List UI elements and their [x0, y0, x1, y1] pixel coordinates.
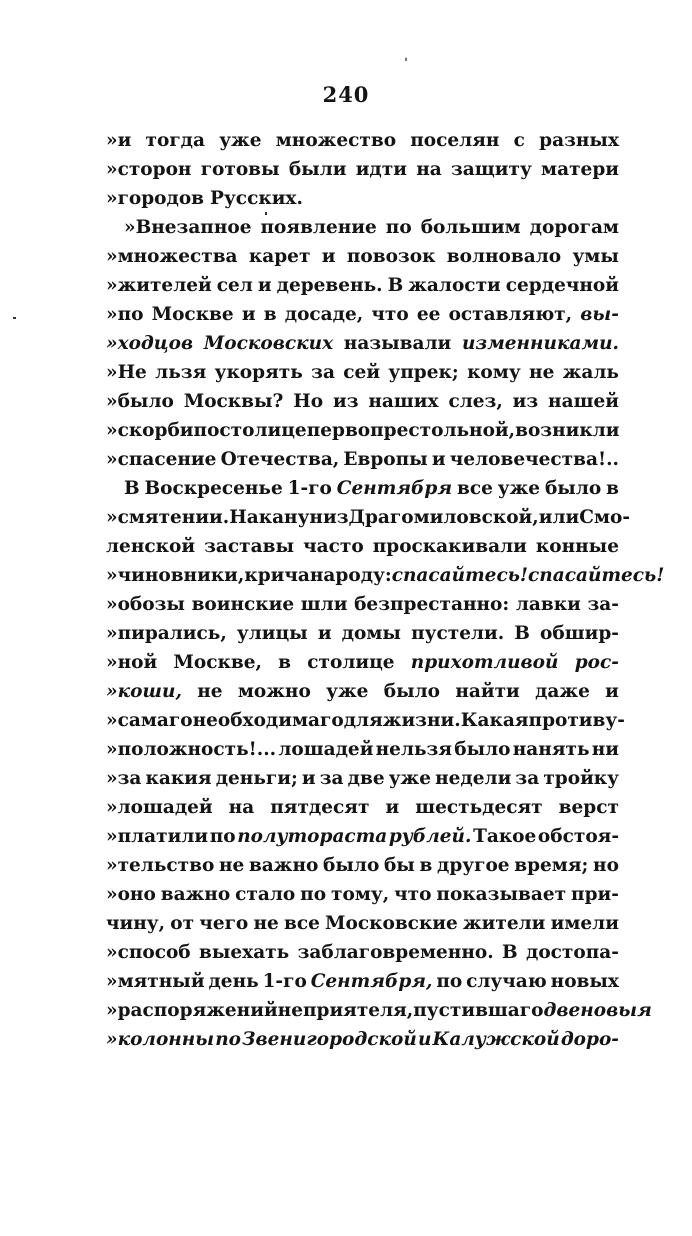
word: человечества!..	[449, 449, 619, 470]
word: жители	[463, 913, 546, 934]
word: часто	[303, 536, 364, 557]
word: 1-го	[287, 478, 332, 499]
text-line	[106, 996, 652, 1025]
text-line	[106, 822, 619, 851]
word: жалости	[408, 275, 501, 296]
word: Воскресенье	[144, 478, 283, 499]
word: Но	[293, 391, 324, 412]
word: Какая	[460, 710, 529, 731]
word: и	[301, 768, 316, 789]
word: сей	[343, 362, 381, 383]
word: на	[416, 159, 442, 180]
word: нельзя	[375, 739, 453, 760]
word: рос-	[574, 652, 619, 673]
word: »спасение	[106, 449, 217, 470]
word: »способ	[106, 942, 191, 963]
word: »лошадей	[106, 797, 213, 818]
word: поселян	[410, 130, 500, 151]
word: прихотливой	[410, 652, 559, 673]
word: по	[193, 420, 220, 441]
word: шли	[300, 594, 348, 615]
word: даже	[535, 681, 590, 702]
word: доро-	[560, 1029, 619, 1050]
word: »сторон	[106, 159, 192, 180]
word: Калужской	[432, 1029, 560, 1050]
word: крича	[244, 565, 310, 586]
word: конные	[535, 536, 619, 557]
word: и	[605, 681, 619, 702]
word: »тельство	[106, 855, 215, 876]
word: важно	[160, 884, 231, 905]
word: от	[170, 913, 195, 934]
word: лошадей	[278, 739, 374, 760]
word: уже	[388, 768, 432, 789]
word: волновало	[446, 246, 562, 267]
word: »скорби	[106, 420, 194, 441]
word: неприятеля,	[277, 1000, 414, 1021]
word: На	[229, 507, 259, 528]
text-line	[106, 735, 619, 764]
word: Европы	[343, 449, 428, 470]
page-number: 240	[322, 82, 370, 107]
text-line	[106, 851, 619, 880]
word: Москве,	[173, 652, 262, 673]
word: не	[253, 913, 279, 934]
word: »по	[106, 304, 144, 325]
word: недели	[435, 768, 512, 789]
word: из	[332, 391, 359, 412]
word: защиту	[450, 159, 532, 180]
word: повозок	[346, 246, 436, 267]
word: столице	[307, 652, 395, 673]
word: первопрестольной,	[306, 420, 516, 441]
word: с	[513, 130, 525, 151]
word: Русских.	[210, 188, 303, 209]
word: возникли	[515, 420, 620, 441]
word: какия	[145, 768, 212, 789]
word: на	[228, 797, 255, 818]
word: но	[593, 855, 619, 876]
text-line	[106, 793, 619, 822]
word: »платили	[106, 826, 209, 847]
word: канун	[258, 507, 323, 528]
word: нашей	[548, 391, 619, 412]
word: не	[197, 681, 223, 702]
word: по	[436, 971, 463, 992]
word: за-	[587, 594, 619, 615]
text-line	[106, 1025, 619, 1054]
text-line	[106, 271, 619, 300]
text-line	[106, 590, 619, 619]
word: новыя	[580, 1000, 652, 1021]
word: при-	[571, 884, 619, 905]
word: новых	[550, 971, 619, 992]
text-line	[106, 445, 619, 474]
word: две	[347, 768, 385, 789]
word: все	[283, 913, 320, 934]
word: »множества	[106, 246, 238, 267]
word: проскакивали	[372, 536, 527, 557]
word: и	[257, 275, 272, 296]
word: противу-	[528, 710, 625, 731]
word: называли	[343, 333, 452, 354]
word: в	[606, 478, 619, 499]
word: из	[322, 507, 349, 528]
word: наших	[368, 391, 439, 412]
word: верст	[558, 797, 619, 818]
word: по	[215, 1029, 242, 1050]
text-line	[106, 155, 619, 184]
word: и	[241, 304, 256, 325]
word: ленской	[106, 536, 196, 557]
text-line	[106, 358, 619, 387]
word: Звенигородской	[242, 1029, 417, 1050]
word: имели	[550, 913, 619, 934]
word: вы-	[580, 304, 619, 325]
word: необходимаго	[192, 710, 344, 731]
text-line	[106, 416, 619, 445]
text-line	[106, 329, 619, 358]
word: В	[387, 275, 404, 296]
text-line	[106, 967, 619, 996]
word: »ходцов	[106, 333, 194, 354]
word: не	[218, 855, 245, 876]
word: »за	[106, 768, 142, 789]
word: заставы	[204, 536, 295, 557]
word: »ной	[106, 652, 158, 673]
word: »пирались,	[106, 623, 227, 644]
word: безпрестанно:	[354, 594, 510, 615]
word: тройку	[543, 768, 619, 789]
word: лавки	[515, 594, 581, 615]
word: тому,	[331, 884, 390, 905]
word: столице	[219, 420, 307, 441]
word: случаю	[466, 971, 547, 992]
word: упрек;	[388, 362, 459, 383]
word: домы	[341, 623, 401, 644]
word: время;	[514, 855, 589, 876]
word: можно	[237, 681, 311, 702]
text-line	[106, 126, 619, 155]
word: и	[321, 246, 336, 267]
word: уже	[326, 681, 369, 702]
text-line	[106, 242, 619, 271]
word: Такое	[473, 826, 537, 847]
word: »смятении.	[106, 507, 230, 528]
text-line	[106, 706, 625, 735]
word: »положность!...	[106, 739, 277, 760]
word: было	[454, 739, 511, 760]
word: что	[394, 884, 432, 905]
text-line	[106, 532, 619, 561]
word: »было	[106, 391, 174, 412]
word: изменниками.	[461, 333, 619, 354]
stray-mark: ˈ	[404, 56, 408, 72]
word: и	[417, 1029, 432, 1050]
word: в	[263, 304, 277, 325]
word: 1-го	[262, 971, 307, 992]
word: найти	[455, 681, 520, 702]
word: не	[529, 362, 555, 383]
word: Сентября	[336, 478, 453, 499]
word: В	[124, 478, 140, 499]
word: Сентября,	[310, 971, 433, 992]
word: В	[502, 942, 518, 963]
word: пятдесят	[270, 797, 370, 818]
word: чего	[199, 913, 249, 934]
word: »Внезапное	[124, 217, 252, 238]
text-line	[106, 880, 619, 909]
word: за	[311, 362, 335, 383]
word: спасайтесь!	[391, 565, 529, 586]
word: оставляют,	[448, 304, 573, 325]
word: Смо-	[579, 507, 631, 528]
word: или	[538, 507, 580, 528]
word: стало	[235, 884, 296, 905]
word: »распоряжений	[106, 1000, 278, 1021]
word: досаде,	[284, 304, 364, 325]
word: Москвы?	[183, 391, 284, 412]
word: Московские	[325, 913, 458, 934]
word: обшир-	[540, 623, 619, 644]
text-line	[106, 764, 619, 793]
word: что	[371, 304, 409, 325]
word: спасайтесь!	[528, 565, 665, 586]
word: множество	[275, 130, 397, 151]
word: тогда	[145, 130, 205, 151]
word: по	[300, 884, 327, 905]
word: льзя	[155, 362, 207, 383]
text-line	[106, 503, 631, 532]
word: выехать	[199, 942, 290, 963]
word: воинские	[191, 594, 295, 615]
word: пустели.	[411, 623, 505, 644]
word: были	[288, 159, 347, 180]
word: карет	[248, 246, 311, 267]
stray-speck	[13, 317, 16, 319]
word: деревень.	[276, 275, 383, 296]
word: »колонны	[106, 1029, 215, 1050]
word: по	[385, 217, 412, 238]
text-line	[106, 387, 619, 416]
word: уже	[219, 130, 262, 151]
word: »и	[106, 130, 132, 151]
text-line	[106, 561, 665, 590]
word: »чиновники,	[106, 565, 245, 586]
word: деньги;	[215, 768, 298, 789]
text-line	[106, 474, 619, 503]
word: матери	[541, 159, 619, 180]
word: уже	[497, 478, 541, 499]
word: день	[208, 971, 259, 992]
word: сердечной	[505, 275, 619, 296]
word: в	[278, 652, 292, 673]
word: достопа-	[526, 942, 619, 963]
word: жаль	[562, 362, 619, 383]
text-line	[106, 648, 619, 677]
text-line	[106, 677, 619, 706]
word: улицы	[236, 623, 308, 644]
text-line	[106, 300, 619, 329]
word: слез,	[448, 391, 503, 412]
word: идти	[355, 159, 407, 180]
word: важно	[248, 855, 319, 876]
word: »коши,	[106, 681, 182, 702]
word: бы	[383, 855, 415, 876]
word: обстоя-	[537, 826, 619, 847]
word: рублей.	[388, 826, 472, 847]
word: за	[515, 768, 540, 789]
word: »Не	[106, 362, 147, 383]
word: за	[319, 768, 344, 789]
word: нанять	[512, 739, 590, 760]
word: жизни.	[382, 710, 461, 731]
word: большим	[420, 217, 521, 238]
word: Драгомиловской,	[348, 507, 539, 528]
word: умы	[572, 246, 619, 267]
word: было	[544, 478, 602, 499]
text-line	[106, 184, 619, 213]
word: чину,	[106, 913, 166, 934]
word: в	[419, 855, 433, 876]
word: Отечества,	[220, 449, 340, 470]
word: для	[343, 710, 383, 731]
body-text	[106, 126, 665, 1054]
word: народу:	[309, 565, 392, 586]
word: по	[209, 826, 236, 847]
word: ни	[591, 739, 619, 760]
text-line	[106, 909, 619, 938]
word: »городов	[106, 188, 205, 209]
word: шестьдесят	[415, 797, 543, 818]
text-line	[106, 619, 619, 648]
word: »самаго	[106, 710, 193, 731]
word: кому	[467, 362, 521, 383]
word: дорогам	[529, 217, 619, 238]
word: Московских	[203, 333, 334, 354]
word: В	[514, 623, 530, 644]
word: »обозы	[106, 594, 185, 615]
word: и	[317, 623, 332, 644]
word: »жителей	[106, 275, 212, 296]
word: и	[431, 449, 446, 470]
text-line	[106, 213, 619, 242]
word: сел	[216, 275, 253, 296]
word: из	[512, 391, 539, 412]
word: укорять	[214, 362, 303, 383]
word: было	[383, 681, 441, 702]
word: две	[543, 1000, 581, 1021]
word: готовы	[200, 159, 280, 180]
word: появление	[260, 217, 377, 238]
word: другое	[437, 855, 510, 876]
word: »мятный	[106, 971, 205, 992]
word: заблаговременно.	[297, 942, 494, 963]
word: было	[323, 855, 380, 876]
word: и	[385, 797, 400, 818]
word: Москве	[151, 304, 234, 325]
word: все	[456, 478, 493, 499]
word: показывает	[436, 884, 567, 905]
word: пустившаго	[413, 1000, 544, 1021]
word: »оно	[106, 884, 156, 905]
word: разных	[539, 130, 619, 151]
word: полутораста	[237, 826, 388, 847]
word: ее	[416, 304, 441, 325]
text-line	[106, 938, 619, 967]
